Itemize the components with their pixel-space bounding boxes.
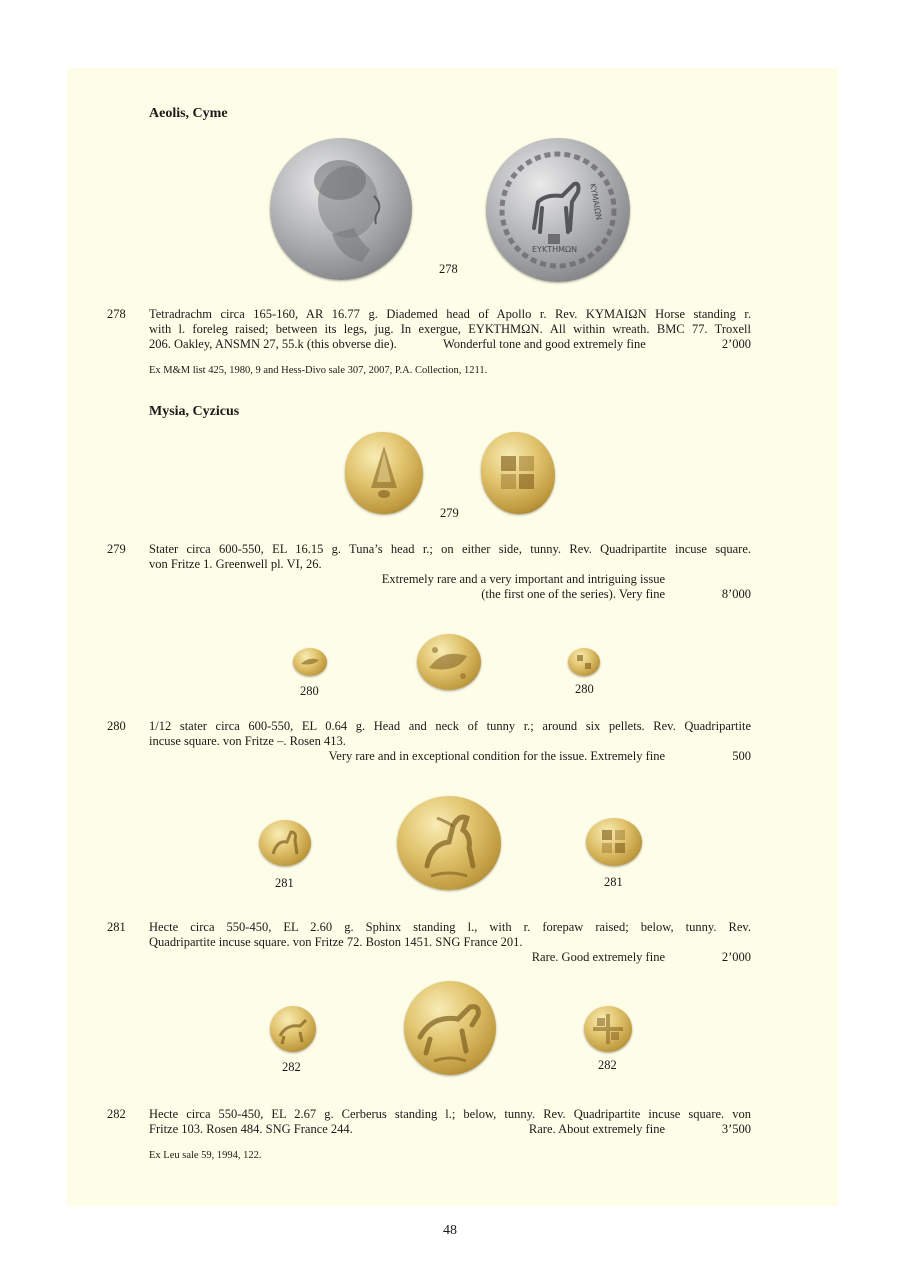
image-label-282-reverse: 282 [598,1058,617,1072]
coin-279-reverse [481,432,555,514]
incuse-square-image-281 [586,818,642,866]
page-number: 48 [443,1223,457,1238]
sphinx-image-small [259,820,311,866]
lot-278-line-1: Tetradrachm circa 165-160, AR 16.77 g. Diademed head of Apollo r. Rev. ΚΥΜΑΙΩΝ Horse standing r. [149,307,751,321]
lot-280-price: 500 [732,749,751,763]
tuna-head-image [345,432,423,514]
coin-281-obverse-large [397,796,501,890]
lot-278-grade: Wonderful tone and good extremely fine [443,337,646,351]
lot-282-line-1: Hecte circa 550-450, EL 2.67 g. Cerberus standing l.; below, tunny. Rev. Quadripartite incuse square. von [149,1107,751,1121]
section-title-aeolis-cyme: Aeolis, Cyme [149,106,228,121]
lot-278-price: 2’000 [721,337,751,351]
tunny-head-image-large [417,634,481,690]
coin-278-obverse [270,138,412,280]
lot-282-provenance: Ex Leu sale 59, 1994, 122. [149,1150,262,1161]
sphinx-image-large [397,796,501,890]
image-label-279: 279 [440,506,459,520]
lot-281-grade-row [149,950,751,965]
lot-278-provenance: Ex M&M list 425, 1980, 9 and Hess-Divo sale 307, 2007, P.A. Collection, 1211. [149,365,488,376]
lot-279-price: 8’000 [721,587,751,601]
lot-278-line-3 [149,337,751,352]
image-label-282-obverse: 282 [282,1060,301,1074]
incuse-square-image-small [568,648,600,676]
image-label-280-obverse: 280 [300,684,319,698]
lot-number-280: 280 [107,719,126,733]
lot-278-line-3-text: 206. Oakley, ANSMN 27, 55.k (this obverse die). [149,337,397,351]
coin-exergue-inscription: ΕΥΚΤΗΜΩΝ [532,245,578,254]
lot-description-279 [149,542,751,602]
lot-280-line-1: 1/12 stater circa 600-550, EL 0.64 g. Head and neck of tunny r.; around six pellets. Rev. Quadripartite [149,719,751,733]
coin-280-obverse-small [293,648,327,676]
coin-279-obverse [345,432,423,514]
coin-281-reverse [586,818,642,866]
lot-279-grade-line-1: Extremely rare and a very important and intriguing issue [381,572,665,586]
image-label-281-obverse: 281 [275,876,294,890]
lot-279-grade-line-2: (the first one of the series). Very fine [481,587,665,601]
coin-280-reverse [568,648,600,676]
lot-description-281 [149,920,751,965]
lot-281-line-1: Hecte circa 550-450, EL 2.60 g. Sphinx standing l., with r. forepaw raised; below, tunny. Rev. [149,920,751,934]
lot-279-line-1: Stater circa 600-550, EL 16.15 g. Tuna’s head r.; on either side, tunny. Rev. Quadripartite incuse square. [149,542,751,556]
coin-282-obverse-small [270,1006,316,1052]
coin-282-reverse [584,1006,632,1052]
lot-number-281: 281 [107,920,126,934]
incuse-square-image [481,432,555,514]
lot-279-line-2: von Fritze 1. Greenwell pl. VI, 26. [149,557,322,571]
lot-281-price: 2’000 [721,950,751,964]
coin-278-reverse [486,138,630,282]
coin-280-obverse-large [417,634,481,690]
lot-description-280 [149,719,751,764]
lot-282-line-2 [149,1122,751,1137]
coin-reverse-inscription: ΚΥΜΑΙΩΝ [588,182,604,221]
coin-282-obverse-large [404,981,496,1075]
lot-278-line-2: with l. foreleg raised; between its legs, jug. In exergue, ΕΥΚΤΗΜΩΝ. All within wreath. BMC 77. Troxell [149,322,751,336]
lot-279-grade-line-2-row [149,587,751,602]
coin-281-obverse-small [259,820,311,866]
lot-279-grade-line-1-row [149,572,751,587]
cerberus-image-small [270,1006,316,1052]
image-label-281-reverse: 281 [604,875,623,889]
incuse-square-image-282 [584,1006,632,1052]
lot-281-grade: Rare. Good extremely fine [531,950,665,964]
cerberus-image-large [404,981,496,1075]
lot-280-grade: Very rare and in exceptional condition for the issue. Extremely fine [328,749,665,763]
tunny-head-image-small [293,648,327,676]
section-title-mysia-cyzicus: Mysia, Cyzicus [149,404,240,419]
lot-282-line-2-text: Fritze 103. Rosen 484. SNG France 244. [149,1122,353,1136]
horse-in-wreath-image [486,138,630,282]
lot-282-grade: Rare. About extremely fine [528,1122,665,1136]
image-label-280-reverse: 280 [575,682,594,696]
lot-282-price: 3’500 [721,1122,751,1136]
lot-number-282: 282 [107,1107,126,1121]
lot-number-278: 278 [107,307,126,321]
apollo-head-image [270,138,412,280]
lot-number-279: 279 [107,542,126,556]
lot-description-282 [149,1107,751,1137]
image-label-278: 278 [439,262,458,276]
lot-280-grade-row [149,749,751,764]
lot-description-278 [149,307,751,352]
lot-281-line-2: Quadripartite incuse square. von Fritze 72. Boston 1451. SNG France 201. [149,935,523,949]
lot-280-line-2: incuse square. von Fritze –. Rosen 413. [149,734,346,748]
